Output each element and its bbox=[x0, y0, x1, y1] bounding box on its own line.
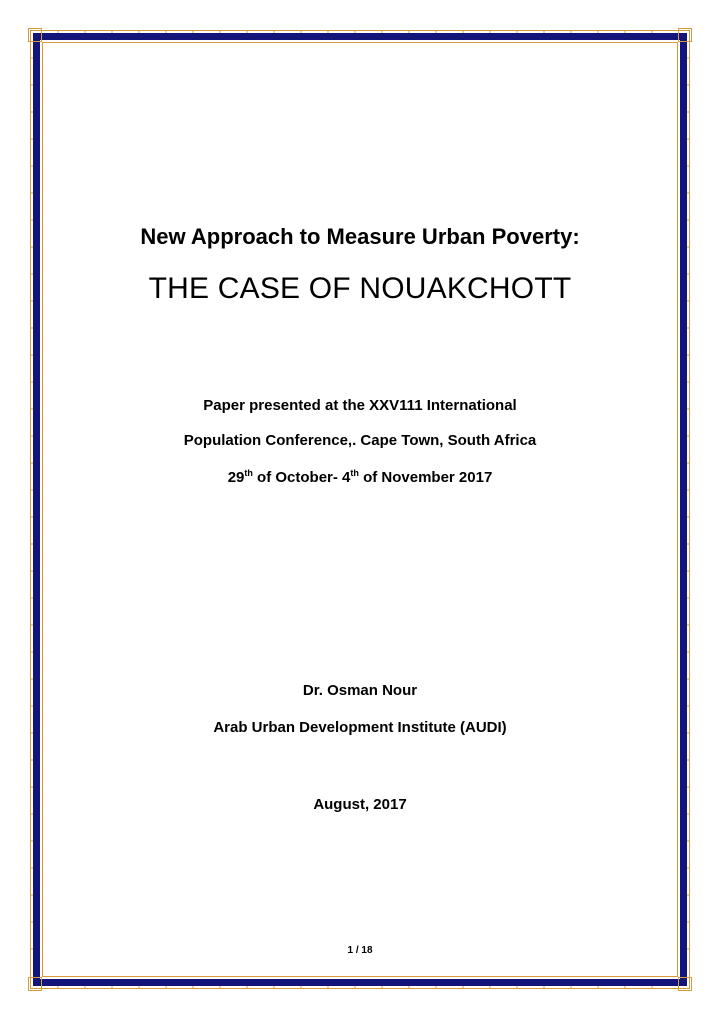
document-title: THE CASE OF NOUAKCHOTT bbox=[148, 272, 572, 305]
page-border-inner-line bbox=[42, 42, 678, 977]
conference-line-1: Paper presented at the XXV111 International bbox=[203, 397, 517, 414]
document-subtitle: New Approach to Measure Urban Poverty: bbox=[140, 224, 580, 249]
conference-line-2: Population Conference,. Cape Town, South Africa bbox=[183, 432, 537, 449]
corner-ornament-top-right bbox=[678, 28, 692, 42]
corner-ornament-top-left bbox=[28, 28, 42, 42]
corner-ornament-bottom-left bbox=[28, 977, 42, 991]
conference-start-day-suffix: th bbox=[244, 468, 253, 478]
conference-dates bbox=[60, 468, 660, 488]
conference-date-end: of November 2017 bbox=[358, 469, 493, 486]
document-date: August, 2017 bbox=[313, 796, 407, 813]
page-number: 1 / 18 bbox=[347, 945, 373, 956]
conference-start-day: 29 bbox=[227, 469, 245, 486]
author-name: Dr. Osman Nour bbox=[302, 682, 418, 699]
corner-ornament-bottom-right bbox=[678, 977, 692, 991]
author-institute: Arab Urban Development Institute (AUDI) bbox=[213, 719, 507, 736]
conference-end-day-suffix: th bbox=[350, 468, 359, 478]
conference-date-middle: of October- 4 bbox=[252, 469, 351, 486]
